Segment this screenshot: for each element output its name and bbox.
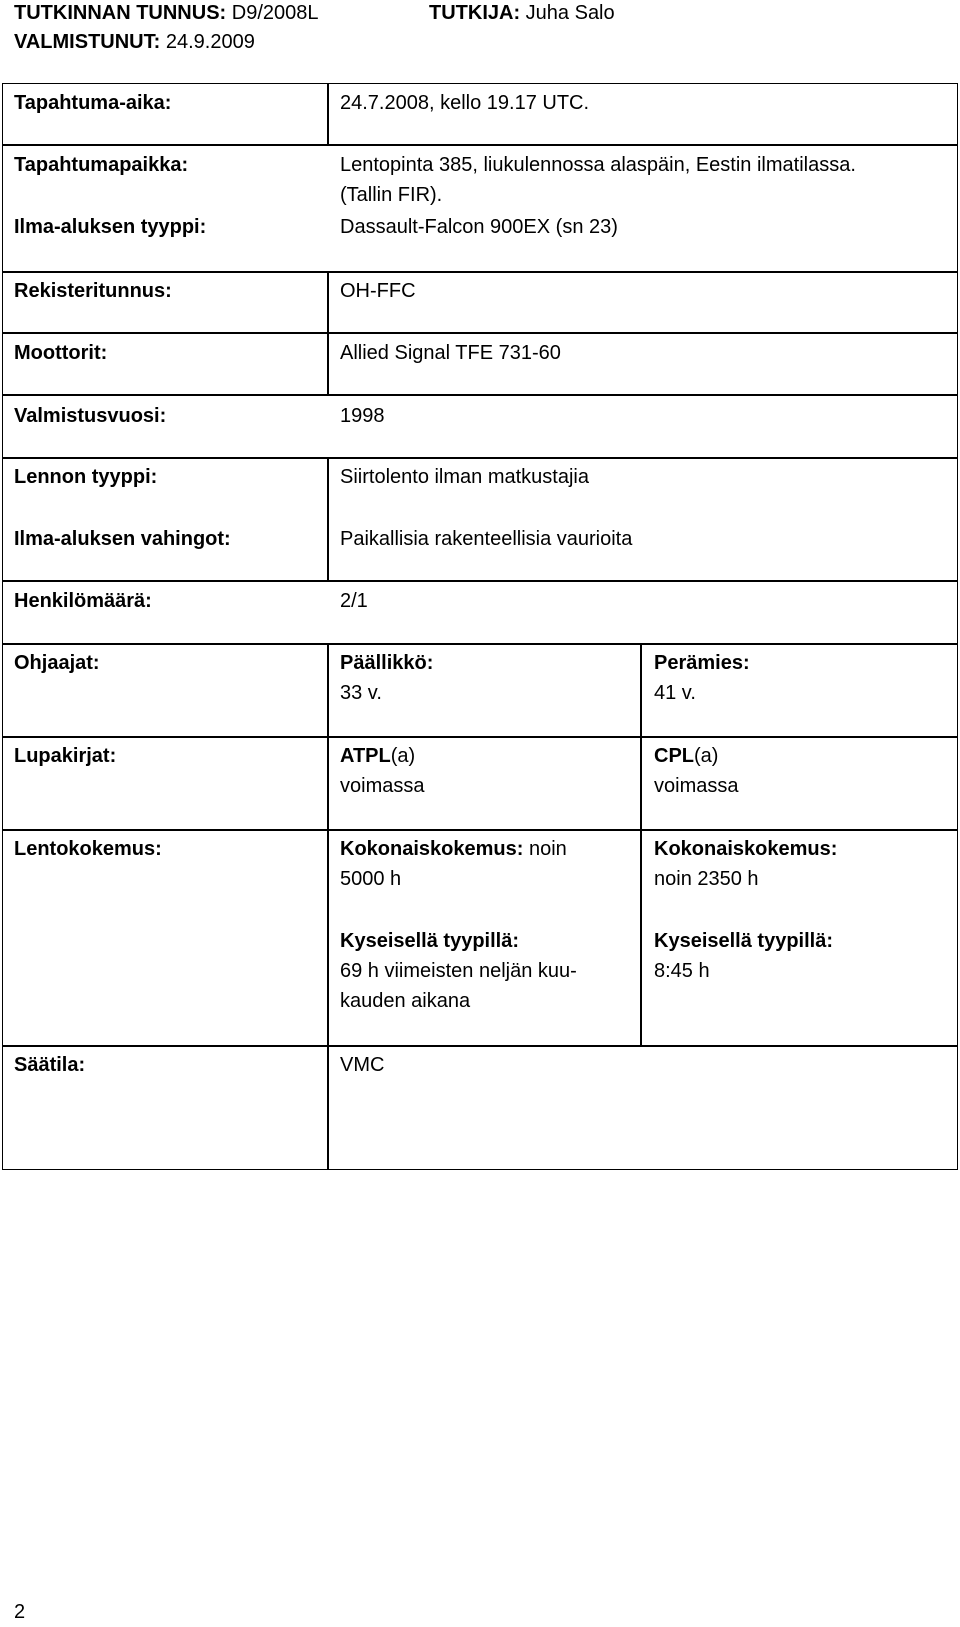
flight-type-label: Lennon tyyppi: [14,466,158,488]
investigator [429,1,615,25]
copilot-type-label: Kyseisellä tyypillä: [654,930,833,952]
aircraft-type-value: Dassault-Falcon 900EX (sn 23) [340,216,618,238]
investigator-label: TUTKIJA: [429,2,521,24]
aircraft-type-label: Ilma-aluksen tyyppi: [14,216,207,238]
captain-licence [340,741,415,771]
licences-label: Lupakirjat: [14,745,117,767]
case-id [14,1,319,25]
completed-label: VALMISTUNUT: [14,31,161,53]
captain-total-label: Kokonaiskokemus: [340,838,524,860]
row-divider [2,271,958,273]
completed-date [14,30,255,54]
copilot-total-hours: noin 2350 h [654,868,759,890]
column-divider [327,457,329,580]
column-divider [327,271,329,394]
row-divider [2,1045,958,1047]
row-divider [2,457,958,459]
place-label: Tapahtumapaikka: [14,154,189,176]
copilot-age: 41 v. [654,682,696,704]
column-divider [640,643,642,1045]
row-divider [2,332,958,334]
copilot-label: Perämies: [654,652,750,674]
registration-label: Rekisteritunnus: [14,280,172,302]
completed-value: 24.9.2009 [165,31,255,53]
captain-type-label: Kyseisellä tyypillä: [340,930,519,952]
damage-label: Ilma-aluksen vahingot: [14,528,231,550]
case-id-label: TUTKINNAN TUNNUS: [14,2,227,24]
year-value: 1998 [340,405,385,427]
copilot-licence-type: CPL [654,745,694,767]
captain-label: Päällikkö: [340,652,434,674]
row-divider [2,580,958,582]
engines-label: Moottorit: [14,342,108,364]
captain-total-experience [340,834,567,864]
captain-licence-type: ATPL [340,745,391,767]
row-divider [2,394,958,396]
case-id-value: D9/2008L [231,2,319,24]
incident-info-table [2,83,958,1170]
captain-licence-suffix: (a) [390,745,416,767]
weather-value: VMC [340,1054,385,1076]
time-label: Tapahtuma-aika: [14,92,172,114]
registration-value: OH-FFC [340,280,416,302]
time-value: 24.7.2008, kello 19.17 UTC. [340,92,590,114]
weather-label: Säätila: [14,1054,86,1076]
year-label: Valmistusvuosi: [14,405,167,427]
row-divider [2,829,958,831]
row-divider [2,643,958,645]
engines-value: Allied Signal TFE 731-60 [340,342,561,364]
damage-value: Paikallisia rakenteellisia vaurioita [340,528,633,550]
column-divider [327,83,329,144]
captain-licence-status: voimassa [340,775,425,797]
page-number: 2 [14,1601,26,1623]
copilot-licence-status: voimassa [654,775,739,797]
row-divider [2,144,958,146]
flight-type-value: Siirtolento ilman matkustajia [340,466,589,488]
captain-age: 33 v. [340,682,382,704]
row-divider [2,736,958,738]
pilots-label: Ohjaajat: [14,652,100,674]
copilot-licence [654,741,718,771]
experience-label: Lentokokemus: [14,838,162,860]
persons-label: Henkilömäärä: [14,590,152,612]
captain-type-value-line2: kauden aikana [340,990,471,1012]
copilot-total-label: Kokonaiskokemus: [654,838,838,860]
persons-value: 2/1 [340,590,368,612]
captain-type-value-line1: 69 h viimeisten neljän kuu- [340,960,577,982]
investigator-value: Juha Salo [525,2,615,24]
copilot-licence-suffix: (a) [694,745,719,767]
column-divider [327,643,329,1170]
captain-total-value: noin [528,838,567,860]
captain-total-hours: 5000 h [340,868,402,890]
place-value-line1: Lentopinta 385, liukulennossa alaspäin, Eestin ilmatilassa. [340,154,856,176]
place-value-line2: (Tallin FIR). [340,184,443,206]
copilot-type-value: 8:45 h [654,960,710,982]
